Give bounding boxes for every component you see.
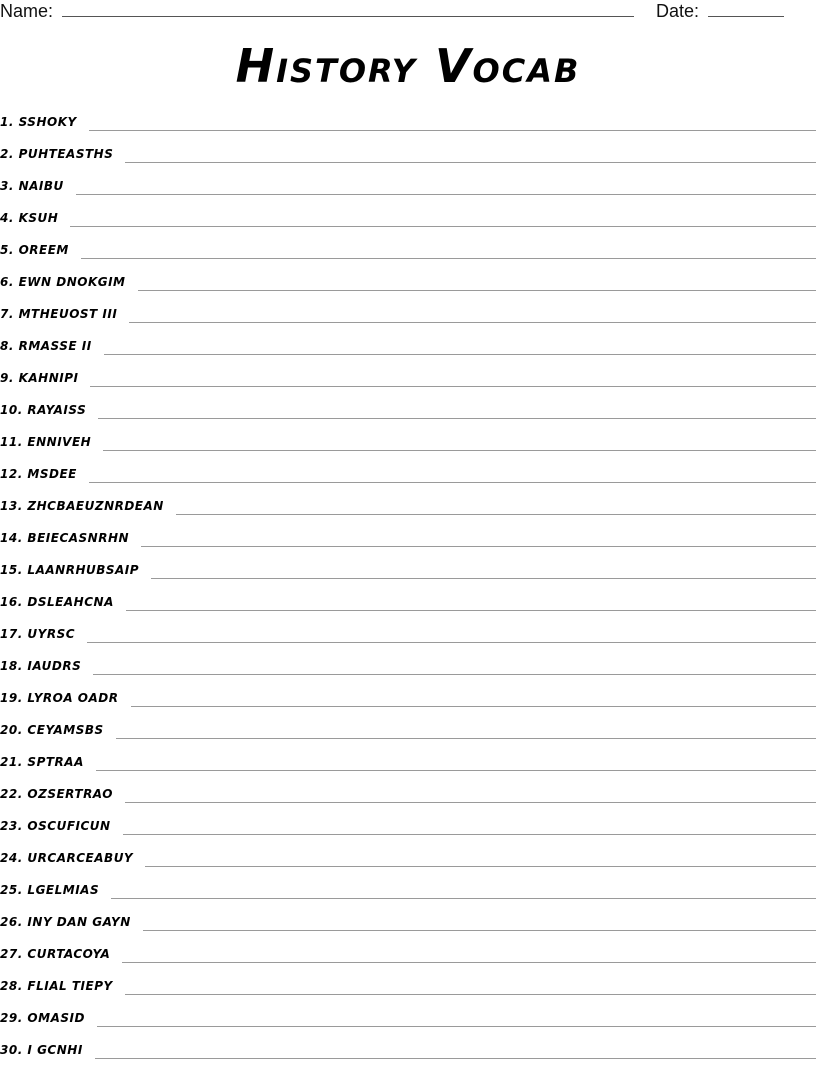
vocab-item bbox=[0, 592, 816, 624]
vocab-item bbox=[0, 1008, 816, 1040]
answer-line[interactable] bbox=[143, 912, 816, 931]
vocab-word: 14. BEIECASNRHN bbox=[0, 528, 141, 548]
vocab-word: 9. KAHNIPI bbox=[0, 368, 90, 388]
answer-line[interactable] bbox=[125, 784, 816, 803]
vocab-item bbox=[0, 464, 816, 496]
vocab-word: 2. PUHTEASTHS bbox=[0, 144, 125, 164]
vocab-item bbox=[0, 720, 816, 752]
vocab-item bbox=[0, 144, 816, 176]
vocab-item bbox=[0, 240, 816, 272]
vocab-word: 26. INY DAN GAYN bbox=[0, 912, 143, 932]
vocab-item bbox=[0, 752, 816, 784]
answer-line[interactable] bbox=[89, 112, 816, 131]
vocab-word: 17. UYRSC bbox=[0, 624, 87, 644]
answer-line[interactable] bbox=[76, 176, 816, 195]
vocab-word: 20. CEYAMSBS bbox=[0, 720, 116, 740]
header-row bbox=[0, 0, 816, 26]
vocab-word: 1. SSHOKY bbox=[0, 112, 89, 132]
vocab-item bbox=[0, 1040, 816, 1072]
vocab-word: 29. OMASID bbox=[0, 1008, 97, 1028]
vocab-word: 10. RAYAISS bbox=[0, 400, 98, 420]
vocab-item bbox=[0, 368, 816, 400]
vocab-item bbox=[0, 208, 816, 240]
name-label: Name: bbox=[0, 0, 53, 22]
answer-line[interactable] bbox=[97, 1008, 816, 1027]
answer-line[interactable] bbox=[111, 880, 816, 899]
answer-line[interactable] bbox=[151, 560, 816, 579]
vocab-item bbox=[0, 112, 816, 144]
vocab-item bbox=[0, 688, 816, 720]
vocab-item bbox=[0, 912, 816, 944]
vocab-item bbox=[0, 496, 816, 528]
answer-line[interactable] bbox=[96, 752, 816, 771]
vocab-word: 28. FLIAL TIEPY bbox=[0, 976, 125, 996]
vocab-word: 12. MSDEE bbox=[0, 464, 89, 484]
vocab-item bbox=[0, 816, 816, 848]
vocab-item bbox=[0, 336, 816, 368]
vocab-word: 16. DSLEAHCNA bbox=[0, 592, 126, 612]
vocab-item bbox=[0, 848, 816, 880]
answer-line[interactable] bbox=[98, 400, 816, 419]
vocab-item bbox=[0, 880, 816, 912]
answer-line[interactable] bbox=[141, 528, 816, 547]
vocab-word: 8. RMASSE II bbox=[0, 336, 104, 356]
vocab-word: 22. OZSERTRAO bbox=[0, 784, 125, 804]
vocab-word: 6. EWN DNOKGIM bbox=[0, 272, 138, 292]
vocab-item bbox=[0, 624, 816, 656]
answer-line[interactable] bbox=[129, 304, 816, 323]
vocab-word: 4. KSUH bbox=[0, 208, 70, 228]
answer-line[interactable] bbox=[70, 208, 816, 227]
answer-line[interactable] bbox=[125, 144, 816, 163]
vocab-word: 5. OREEM bbox=[0, 240, 81, 260]
vocab-word: 24. URCARCEABUY bbox=[0, 848, 145, 868]
vocab-item bbox=[0, 528, 816, 560]
answer-line[interactable] bbox=[116, 720, 816, 739]
vocab-word: 7. MTHEUOST III bbox=[0, 304, 129, 324]
answer-line[interactable] bbox=[81, 240, 816, 259]
answer-line[interactable] bbox=[125, 976, 816, 995]
answer-line[interactable] bbox=[131, 688, 816, 707]
vocab-word: 27. CURTACOYA bbox=[0, 944, 122, 964]
vocab-item bbox=[0, 272, 816, 304]
vocab-item bbox=[0, 784, 816, 816]
vocab-item bbox=[0, 656, 816, 688]
page-title: History Vocab bbox=[0, 36, 816, 96]
answer-line[interactable] bbox=[90, 368, 816, 387]
vocab-item bbox=[0, 560, 816, 592]
vocab-item bbox=[0, 944, 816, 976]
vocab-list bbox=[0, 112, 816, 1072]
answer-line[interactable] bbox=[89, 464, 816, 483]
vocab-word: 15. LAANRHUBSAIP bbox=[0, 560, 151, 580]
vocab-word: 30. I GCNHI bbox=[0, 1040, 95, 1060]
answer-line[interactable] bbox=[126, 592, 816, 611]
vocab-word: 3. NAIBU bbox=[0, 176, 76, 196]
answer-line[interactable] bbox=[93, 656, 816, 675]
answer-line[interactable] bbox=[87, 624, 816, 643]
vocab-word: 13. ZHCBAEUZNRDEAN bbox=[0, 496, 176, 516]
answer-line[interactable] bbox=[138, 272, 816, 291]
answer-line[interactable] bbox=[103, 432, 816, 451]
vocab-item bbox=[0, 304, 816, 336]
answer-line[interactable] bbox=[95, 1040, 816, 1059]
answer-line[interactable] bbox=[104, 336, 816, 355]
name-input-line[interactable] bbox=[62, 16, 634, 17]
vocab-word: 21. SPTRAA bbox=[0, 752, 96, 772]
date-input-line[interactable] bbox=[708, 16, 784, 17]
vocab-word: 19. LYROA OADR bbox=[0, 688, 131, 708]
vocab-item bbox=[0, 400, 816, 432]
vocab-word: 11. ENNIVEH bbox=[0, 432, 103, 452]
vocab-word: 23. OSCUFICUN bbox=[0, 816, 123, 836]
answer-line[interactable] bbox=[176, 496, 816, 515]
vocab-item bbox=[0, 976, 816, 1008]
answer-line[interactable] bbox=[123, 816, 816, 835]
date-label: Date: bbox=[656, 0, 699, 22]
vocab-item bbox=[0, 176, 816, 208]
vocab-word: 25. LGELMIAS bbox=[0, 880, 111, 900]
vocab-word: 18. IAUDRS bbox=[0, 656, 93, 676]
answer-line[interactable] bbox=[145, 848, 816, 867]
answer-line[interactable] bbox=[122, 944, 816, 963]
vocab-item bbox=[0, 432, 816, 464]
